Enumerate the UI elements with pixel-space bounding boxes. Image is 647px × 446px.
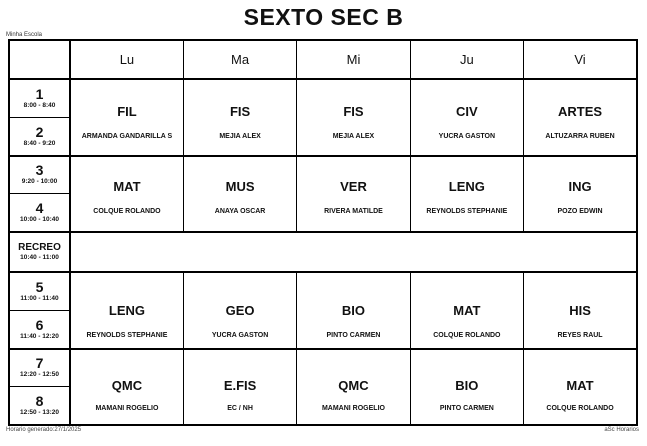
day-header: Vi (524, 40, 637, 79)
subject-name: LENG (448, 178, 485, 194)
school-name: Minha Escola (6, 32, 43, 38)
teacher-name: YUCRA GASTON (211, 332, 269, 340)
period-number: 8 (35, 393, 44, 410)
period-number: 7 (35, 355, 44, 372)
lesson-cell (297, 272, 410, 348)
day-header: Ma (183, 40, 296, 79)
subject-name: E.FIS (223, 377, 257, 393)
subject-name: QMC (338, 377, 369, 393)
lesson-cell (70, 79, 183, 155)
subject-name: MUS (225, 178, 255, 194)
teacher-name: REYES RAUL (557, 332, 603, 340)
teacher-name: MEJÍA ALEX (219, 133, 261, 141)
teacher-name: REYNOLDS STEPHANIE (86, 332, 168, 340)
subject-name: GEO (225, 303, 255, 319)
lesson-cell (410, 272, 523, 348)
period-time: 12:50 - 13:20 (19, 409, 60, 417)
teacher-name: RIVERA MATILDE (324, 207, 383, 215)
teacher-name: POZO EDWIN (557, 207, 603, 215)
lesson-cell (524, 272, 637, 348)
period-row (9, 349, 637, 387)
period-label (9, 117, 70, 155)
period-label (9, 79, 70, 117)
subject-name: FIL (117, 104, 137, 120)
subject-name: MAT (113, 178, 141, 194)
teacher-name: COLQUE ROLANDO (93, 207, 161, 215)
period-time: 8:40 - 9:20 (23, 139, 56, 147)
period-label (9, 310, 70, 348)
lesson-cell (70, 272, 183, 348)
period-time: 8:00 - 8:40 (23, 102, 56, 110)
lesson-cell (297, 79, 410, 155)
break-name: RECREO (18, 242, 61, 254)
day-header: Ju (410, 40, 523, 79)
subject-name: VER (340, 178, 367, 194)
period-time: 11:00 - 11:40 (20, 295, 59, 303)
period-label (9, 272, 70, 310)
teacher-name: ALTUZARRA RUBEN (545, 133, 615, 141)
period-time: 10:00 - 10:40 (19, 216, 60, 224)
subject-name: ARTES (558, 104, 603, 120)
break-cell (70, 232, 637, 272)
teacher-name: REYNOLDS STEPHANIE (426, 207, 508, 215)
timetable-title: SEXTO SEC B (243, 4, 404, 30)
subject-name: LENG (108, 303, 145, 319)
lesson-cell (183, 349, 296, 425)
lesson-cell (70, 156, 183, 232)
subject-name: HIS (569, 303, 591, 319)
period-time: 9:20 - 10:00 (21, 178, 58, 186)
lesson-cell (524, 349, 637, 425)
subject-name: QMC (111, 377, 143, 393)
subject-name: FIS (343, 104, 364, 120)
teacher-name: ANAYA OSCAR (214, 207, 266, 215)
break-row (9, 232, 637, 272)
period-row (9, 272, 637, 310)
teacher-name: MAMANI ROGELIO (321, 404, 385, 412)
lesson-cell (70, 349, 183, 425)
period-number: 3 (35, 162, 44, 179)
subject-name: FIS (229, 104, 251, 120)
lesson-cell (183, 272, 296, 348)
lesson-cell (183, 79, 296, 155)
period-number: 2 (35, 123, 44, 140)
teacher-name: COLQUE ROLANDO (433, 332, 501, 340)
lesson-cell (410, 349, 523, 425)
teacher-name: PINTO CARMEN (326, 332, 381, 340)
teacher-name: MEJÍA ALEX (332, 133, 375, 141)
period-number: 1 (35, 86, 44, 103)
period-number: 4 (35, 200, 44, 217)
period-row (9, 156, 637, 194)
generated-date: Horario generado:27/1/2025 (6, 427, 82, 433)
day-header: Mi (297, 40, 410, 79)
lesson-cell (524, 156, 637, 232)
software-credit: aSc Horarios (604, 427, 639, 433)
teacher-name: PINTO CARMEN (439, 404, 494, 412)
corner-cell (9, 40, 70, 79)
lesson-cell (524, 79, 637, 155)
subject-name: MAT (566, 377, 594, 393)
lesson-cell (410, 156, 523, 232)
day-header: Lu (70, 40, 183, 79)
day-header-row (9, 40, 637, 79)
teacher-name: EC / NH (227, 404, 253, 412)
period-label (9, 194, 70, 232)
subject-name: BIO (341, 303, 366, 319)
period-row (9, 79, 637, 117)
subject-name: BIO (455, 377, 479, 393)
period-label (9, 349, 70, 387)
teacher-name: COLQUE ROLANDO (546, 404, 614, 412)
period-number: 6 (35, 316, 44, 333)
break-time: 10:40 - 11:00 (20, 254, 59, 262)
subject-name: CIV (456, 104, 478, 120)
lesson-cell (297, 156, 410, 232)
lesson-cell (410, 79, 523, 155)
period-time: 11:40 - 12:20 (20, 332, 59, 340)
timetable-grid (8, 39, 638, 426)
period-time: 12:20 - 12:50 (19, 371, 60, 379)
break-label (9, 232, 70, 272)
lesson-cell (183, 156, 296, 232)
period-number: 5 (35, 279, 44, 296)
teacher-name: YUCRA GASTON (438, 133, 496, 141)
subject-name: ING (568, 178, 592, 194)
teacher-name: ARMANDA GANDARILLA S (81, 133, 173, 141)
lesson-cell (297, 349, 410, 425)
teacher-name: MAMANI ROGELIO (95, 404, 159, 412)
subject-name: MAT (453, 303, 481, 319)
period-label (9, 156, 70, 194)
period-label (9, 387, 70, 425)
